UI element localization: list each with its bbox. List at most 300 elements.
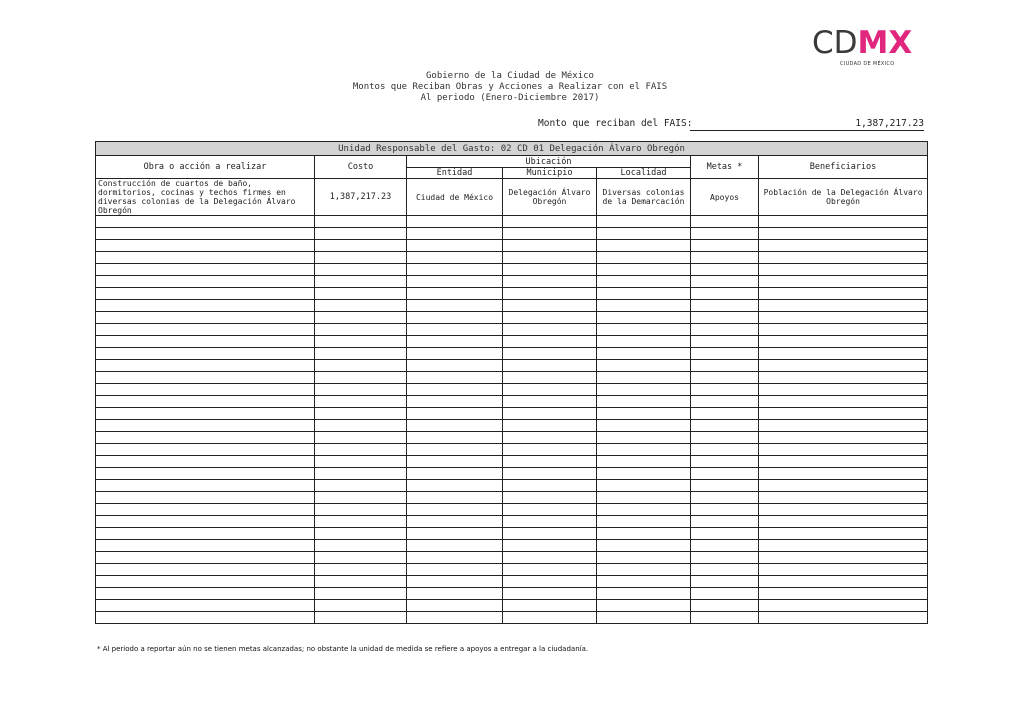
empty-cell — [597, 600, 691, 612]
empty-table-row — [96, 264, 928, 276]
empty-cell — [315, 612, 407, 624]
table-row — [96, 179, 928, 216]
empty-table-row — [96, 324, 928, 336]
empty-cell — [691, 396, 759, 408]
empty-cell — [503, 216, 597, 228]
empty-cell — [407, 444, 503, 456]
empty-cell — [503, 348, 597, 360]
empty-cell — [96, 432, 315, 444]
empty-cell — [691, 300, 759, 312]
empty-cell — [691, 336, 759, 348]
empty-cell — [759, 216, 928, 228]
empty-table-row — [96, 420, 928, 432]
empty-table-row — [96, 312, 928, 324]
empty-cell — [691, 588, 759, 600]
empty-cell — [315, 348, 407, 360]
empty-cell — [759, 600, 928, 612]
empty-cell — [503, 288, 597, 300]
empty-cell — [759, 420, 928, 432]
empty-cell — [315, 588, 407, 600]
empty-cell — [503, 576, 597, 588]
empty-cell — [503, 264, 597, 276]
empty-cell — [691, 528, 759, 540]
empty-cell — [407, 408, 503, 420]
empty-cell — [759, 516, 928, 528]
empty-table-row — [96, 528, 928, 540]
empty-cell — [96, 468, 315, 480]
empty-cell — [759, 540, 928, 552]
empty-cell — [691, 444, 759, 456]
header-report-title: Montos que Reciban Obras y Acciones a Realizar con el FAIS — [352, 82, 668, 92]
empty-cell — [315, 492, 407, 504]
empty-cell — [597, 528, 691, 540]
document-header — [300, 71, 720, 104]
empty-cell — [407, 552, 503, 564]
empty-cell — [503, 408, 597, 420]
empty-cell — [96, 348, 315, 360]
empty-cell — [503, 240, 597, 252]
empty-cell — [691, 252, 759, 264]
empty-cell — [96, 228, 315, 240]
empty-cell — [96, 240, 315, 252]
header-entidad: Entidad — [407, 168, 503, 179]
empty-cell — [407, 588, 503, 600]
empty-cell — [759, 300, 928, 312]
empty-cell — [315, 576, 407, 588]
empty-cell — [503, 516, 597, 528]
empty-cell — [407, 432, 503, 444]
empty-cell — [315, 252, 407, 264]
empty-cell — [759, 588, 928, 600]
empty-cell — [691, 516, 759, 528]
empty-cell — [503, 540, 597, 552]
empty-cell — [503, 456, 597, 468]
empty-cell — [407, 372, 503, 384]
empty-cell — [407, 288, 503, 300]
empty-table-row — [96, 360, 928, 372]
empty-cell — [597, 264, 691, 276]
empty-cell — [503, 360, 597, 372]
empty-cell — [96, 576, 315, 588]
empty-cell — [691, 576, 759, 588]
empty-cell — [407, 252, 503, 264]
fais-table — [95, 141, 928, 624]
empty-cell — [407, 612, 503, 624]
empty-cell — [759, 252, 928, 264]
cell-obra: Construcción de cuartos de baño, dormitorios, cocinas y techos firmes en diversas colonias de la Delegación Álvaro Obregón — [96, 179, 315, 216]
empty-cell — [96, 516, 315, 528]
cell-entidad: Ciudad de México — [407, 179, 503, 216]
empty-cell — [407, 360, 503, 372]
empty-cell — [691, 360, 759, 372]
empty-cell — [691, 372, 759, 384]
empty-cell — [315, 324, 407, 336]
empty-cell — [597, 312, 691, 324]
empty-cell — [96, 312, 315, 324]
empty-table-row — [96, 600, 928, 612]
empty-cell — [503, 324, 597, 336]
empty-cell — [597, 408, 691, 420]
empty-cell — [759, 432, 928, 444]
empty-cell — [691, 276, 759, 288]
empty-cell — [315, 300, 407, 312]
empty-cell — [691, 288, 759, 300]
empty-cell — [503, 468, 597, 480]
empty-cell — [407, 540, 503, 552]
cell-metas: Apoyos — [691, 179, 759, 216]
monto-label: Monto que reciban del FAIS: — [538, 118, 693, 129]
empty-table-row — [96, 444, 928, 456]
empty-cell — [407, 420, 503, 432]
empty-cell — [759, 612, 928, 624]
empty-cell — [597, 240, 691, 252]
empty-cell — [597, 612, 691, 624]
empty-cell — [597, 576, 691, 588]
monto-value: 1,387,217.23 — [690, 118, 924, 131]
cell-beneficiarios: Población de la Delegación Álvaro Obregón — [759, 179, 928, 216]
empty-table-row — [96, 612, 928, 624]
empty-table-row — [96, 288, 928, 300]
empty-cell — [759, 264, 928, 276]
header-localidad: Localidad — [597, 168, 691, 179]
empty-cell — [691, 408, 759, 420]
empty-cell — [315, 336, 407, 348]
empty-cell — [96, 360, 315, 372]
empty-cell — [759, 240, 928, 252]
empty-cell — [315, 504, 407, 516]
empty-cell — [96, 600, 315, 612]
empty-cell — [759, 336, 928, 348]
empty-table-row — [96, 408, 928, 420]
empty-cell — [691, 240, 759, 252]
header-metas: Metas * — [691, 156, 759, 179]
empty-cell — [315, 264, 407, 276]
empty-cell — [597, 456, 691, 468]
empty-cell — [407, 576, 503, 588]
empty-cell — [597, 504, 691, 516]
empty-table-row — [96, 372, 928, 384]
empty-cell — [315, 564, 407, 576]
empty-cell — [96, 372, 315, 384]
empty-cell — [503, 228, 597, 240]
empty-cell — [315, 432, 407, 444]
empty-cell — [597, 480, 691, 492]
empty-cell — [407, 228, 503, 240]
empty-cell — [597, 360, 691, 372]
cell-localidad: Diversas colonias de la Demarcación — [597, 179, 691, 216]
empty-cell — [315, 216, 407, 228]
footnote: * Al periodo a reportar aún no se tienen metas alcanzadas; no obstante la unidad de medida se refiere a apoyos a entregar a la ciudadanía. — [97, 645, 589, 653]
empty-cell — [315, 600, 407, 612]
empty-table-row — [96, 384, 928, 396]
empty-cell — [597, 444, 691, 456]
empty-table-row — [96, 348, 928, 360]
empty-cell — [597, 564, 691, 576]
empty-cell — [407, 396, 503, 408]
empty-cell — [503, 420, 597, 432]
header-costo: Costo — [315, 156, 407, 179]
empty-cell — [597, 228, 691, 240]
empty-cell — [96, 528, 315, 540]
empty-cell — [96, 336, 315, 348]
empty-cell — [597, 468, 691, 480]
empty-cell — [759, 312, 928, 324]
empty-cell — [315, 288, 407, 300]
empty-cell — [759, 456, 928, 468]
empty-cell — [96, 504, 315, 516]
empty-cell — [759, 360, 928, 372]
empty-cell — [96, 264, 315, 276]
empty-cell — [597, 540, 691, 552]
empty-cell — [691, 456, 759, 468]
empty-cell — [503, 552, 597, 564]
empty-cell — [597, 396, 691, 408]
header-government: Gobierno de la Ciudad de México — [426, 71, 594, 81]
empty-cell — [315, 408, 407, 420]
empty-table-row — [96, 456, 928, 468]
empty-cell — [315, 420, 407, 432]
empty-cell — [691, 480, 759, 492]
empty-cell — [691, 600, 759, 612]
empty-cell — [407, 216, 503, 228]
empty-cell — [315, 528, 407, 540]
empty-cell — [597, 336, 691, 348]
unit-responsible-title: Unidad Responsable del Gasto: 02 CD 01 Delegación Álvaro Obregón — [96, 142, 928, 156]
logo-mx-text: MX — [857, 25, 913, 61]
empty-cell — [315, 516, 407, 528]
empty-cell — [315, 444, 407, 456]
empty-cell — [759, 528, 928, 540]
empty-cell — [759, 468, 928, 480]
empty-cell — [407, 264, 503, 276]
empty-cell — [691, 552, 759, 564]
empty-cell — [691, 216, 759, 228]
empty-cell — [503, 444, 597, 456]
empty-cell — [691, 564, 759, 576]
empty-cell — [96, 444, 315, 456]
empty-cell — [691, 492, 759, 504]
cell-municipio: Delegación Álvaro Obregón — [503, 179, 597, 216]
empty-cell — [96, 300, 315, 312]
empty-cell — [315, 240, 407, 252]
empty-cell — [759, 480, 928, 492]
empty-cell — [96, 420, 315, 432]
empty-cell — [96, 276, 315, 288]
empty-cell — [503, 564, 597, 576]
empty-cell — [315, 384, 407, 396]
header-ubicacion: Ubicación — [407, 156, 691, 168]
empty-cell — [597, 492, 691, 504]
empty-cell — [759, 408, 928, 420]
empty-cell — [597, 324, 691, 336]
empty-cell — [96, 252, 315, 264]
empty-cell — [691, 264, 759, 276]
empty-cell — [597, 372, 691, 384]
empty-cell — [759, 504, 928, 516]
empty-cell — [503, 252, 597, 264]
empty-cell — [503, 372, 597, 384]
empty-table-row — [96, 276, 928, 288]
empty-cell — [503, 300, 597, 312]
empty-table-row — [96, 540, 928, 552]
empty-cell — [597, 588, 691, 600]
empty-cell — [759, 444, 928, 456]
empty-cell — [503, 504, 597, 516]
empty-cell — [759, 492, 928, 504]
empty-cell — [503, 336, 597, 348]
empty-cell — [96, 288, 315, 300]
empty-cell — [503, 396, 597, 408]
empty-cell — [503, 528, 597, 540]
empty-cell — [691, 228, 759, 240]
empty-cell — [315, 480, 407, 492]
empty-cell — [503, 276, 597, 288]
empty-table-row — [96, 552, 928, 564]
empty-table-row — [96, 216, 928, 228]
empty-cell — [759, 348, 928, 360]
empty-cell — [407, 564, 503, 576]
empty-cell — [759, 228, 928, 240]
empty-cell — [96, 216, 315, 228]
logo-cd-text: CD — [812, 25, 858, 61]
header-beneficiarios: Beneficiarios — [759, 156, 928, 179]
empty-cell — [315, 552, 407, 564]
empty-cell — [503, 480, 597, 492]
empty-cell — [407, 456, 503, 468]
empty-cell — [96, 588, 315, 600]
empty-cell — [315, 540, 407, 552]
empty-cell — [407, 240, 503, 252]
empty-cell — [96, 396, 315, 408]
empty-cell — [315, 468, 407, 480]
empty-table-row — [96, 240, 928, 252]
empty-cell — [759, 276, 928, 288]
empty-cell — [691, 504, 759, 516]
empty-cell — [407, 336, 503, 348]
empty-table-row — [96, 576, 928, 588]
empty-table-row — [96, 504, 928, 516]
empty-cell — [407, 504, 503, 516]
empty-cell — [597, 516, 691, 528]
empty-cell — [315, 312, 407, 324]
empty-table-row — [96, 300, 928, 312]
header-obra: Obra o acción a realizar — [96, 156, 315, 179]
empty-cell — [597, 420, 691, 432]
empty-cell — [759, 324, 928, 336]
empty-cell — [407, 516, 503, 528]
empty-cell — [691, 540, 759, 552]
empty-cell — [597, 384, 691, 396]
empty-cell — [96, 384, 315, 396]
empty-cell — [315, 276, 407, 288]
empty-cell — [96, 564, 315, 576]
empty-cell — [759, 564, 928, 576]
empty-cell — [759, 384, 928, 396]
empty-cell — [315, 372, 407, 384]
empty-table-row — [96, 480, 928, 492]
empty-table-row — [96, 252, 928, 264]
empty-cell — [407, 384, 503, 396]
empty-cell — [503, 600, 597, 612]
empty-cell — [503, 384, 597, 396]
empty-cell — [691, 312, 759, 324]
header-period: Al periodo (Enero-Diciembre 2017) — [420, 93, 600, 103]
empty-cell — [597, 552, 691, 564]
empty-cell — [407, 600, 503, 612]
empty-cell — [597, 216, 691, 228]
empty-table-row — [96, 228, 928, 240]
empty-cell — [759, 396, 928, 408]
empty-table-row — [96, 516, 928, 528]
empty-cell — [96, 456, 315, 468]
empty-cell — [96, 324, 315, 336]
empty-cell — [759, 372, 928, 384]
empty-cell — [407, 324, 503, 336]
empty-cell — [407, 312, 503, 324]
empty-table-row — [96, 588, 928, 600]
empty-cell — [597, 288, 691, 300]
empty-cell — [759, 288, 928, 300]
empty-cell — [691, 468, 759, 480]
empty-cell — [96, 612, 315, 624]
empty-cell — [96, 540, 315, 552]
empty-cell — [503, 612, 597, 624]
empty-cell — [503, 492, 597, 504]
empty-table-row — [96, 432, 928, 444]
empty-cell — [691, 384, 759, 396]
empty-cell — [407, 300, 503, 312]
empty-cell — [96, 408, 315, 420]
cdmx-logo — [812, 25, 924, 70]
empty-cell — [407, 468, 503, 480]
empty-cell — [691, 432, 759, 444]
empty-cell — [691, 324, 759, 336]
header-municipio: Municipio — [503, 168, 597, 179]
empty-cell — [407, 528, 503, 540]
empty-table-row — [96, 396, 928, 408]
empty-cell — [691, 348, 759, 360]
empty-cell — [407, 492, 503, 504]
logo-subtitle: CIUDAD DE MÉXICO — [840, 61, 895, 67]
empty-cell — [96, 552, 315, 564]
empty-cell — [315, 360, 407, 372]
empty-cell — [96, 492, 315, 504]
cell-costo: 1,387,217.23 — [315, 179, 407, 216]
empty-cell — [597, 432, 691, 444]
empty-cell — [597, 348, 691, 360]
empty-cell — [407, 276, 503, 288]
empty-cell — [503, 432, 597, 444]
empty-cell — [503, 312, 597, 324]
empty-cell — [691, 612, 759, 624]
empty-cell — [503, 588, 597, 600]
empty-cell — [96, 480, 315, 492]
empty-cell — [597, 300, 691, 312]
empty-cell — [315, 396, 407, 408]
empty-cell — [315, 456, 407, 468]
empty-cell — [759, 576, 928, 588]
empty-cell — [691, 420, 759, 432]
empty-cell — [407, 348, 503, 360]
empty-cell — [597, 276, 691, 288]
empty-table-row — [96, 564, 928, 576]
empty-cell — [597, 252, 691, 264]
empty-cell — [315, 228, 407, 240]
empty-table-row — [96, 336, 928, 348]
empty-cell — [759, 552, 928, 564]
empty-table-row — [96, 492, 928, 504]
empty-table-row — [96, 468, 928, 480]
